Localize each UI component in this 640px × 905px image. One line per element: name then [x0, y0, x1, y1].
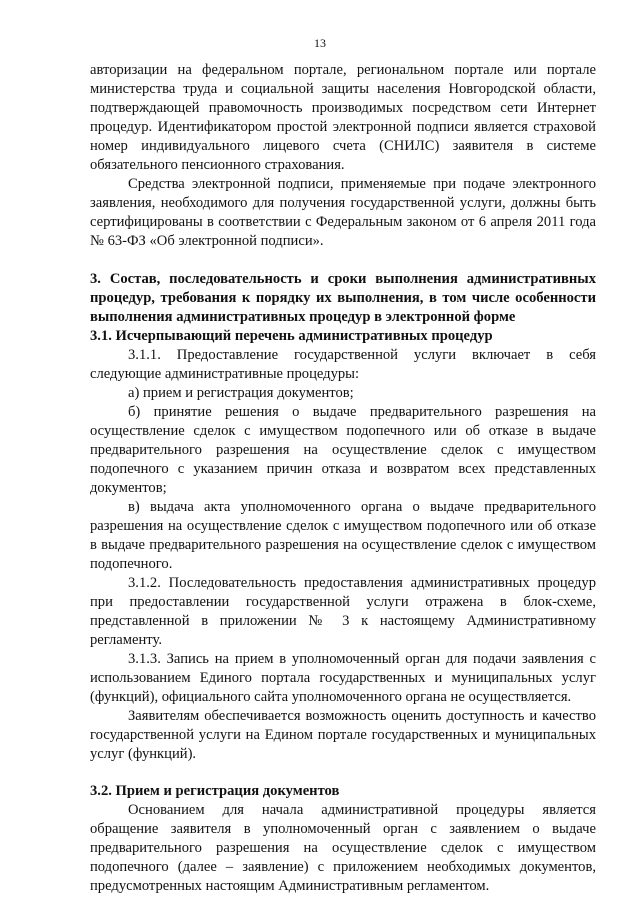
- paragraph-3-1-3: 3.1.3. Запись на прием в уполномоченный орган для подачи заявления с использованием Единого портала государственных и муниципальных услуг (функций), официального сайта уполномоченного органа не осуществляется.: [90, 651, 596, 705]
- section-3-1-heading: 3.1. Исчерпывающий перечень административных процедур: [90, 328, 493, 344]
- paragraph-signature-tools: Средства электронной подписи, применяемые при подаче электронного заявления, необходимого для получения государственной услуги, должны быть сертифицированы в соответствии с Федеральным законом от 6 апреля 2011 года № 63-ФЗ «Об электронной подписи».: [90, 176, 596, 249]
- paragraph-3-1-1: 3.1.1. Предоставление государственной услуги включает в себя следующие административные процедуры:: [90, 347, 596, 382]
- document-body: [90, 61, 596, 896]
- paragraph-3-1-2: 3.1.2. Последовательность предоставления административных процедур при предоставлении государственной услуги отражена в блок-схеме, представленной в приложении № 3 к настоящему Административному регламенту.: [90, 575, 596, 648]
- section-3-heading: 3. Состав, последовательность и сроки выполнения административных процедур, требования к порядку их выполнения, в том числе особенности выполнения административных процедур в электронной форме: [90, 271, 596, 325]
- section-3-2-heading: 3.2. Прием и регистрация документов: [90, 783, 340, 799]
- paragraph-applicants: Заявителям обеспечивается возможность оценить доступность и качество государственной услуги на Едином портале государственных и муниципальных услуг (функций).: [90, 708, 596, 762]
- list-item-b: б) принятие решения о выдаче предварительного разрешения на осуществление сделок с имуществом подопечного или об отказе в выдаче предварительного разрешения на осуществление сделок с имуществом подопечного с указанием причин отказа и возвратом всех представленных документов;: [90, 404, 596, 496]
- list-item-a: а) прием и регистрация документов;: [128, 385, 354, 401]
- spacer: [90, 764, 596, 782]
- spacer: [90, 251, 596, 270]
- paragraph-authorization: авторизации на федеральном портале, региональном портале или портале министерства труда и социальной защиты населения Новгородской области, подтверждающей правомочность производимых посредством сети Интернет процедур. Идентификатором простой электронной подписи является страховой номер индивидуального лицевого счета (СНИЛС) заявителя в системе обязательного пенсионного страхования.: [90, 62, 596, 173]
- list-item-c: в) выдача акта уполномоченного органа о выдаче предварительного разрешения на осуществление сделок с имуществом подопечного или об отказе в выдаче предварительного разрешения на осуществление сделок с имуществом подопечного.: [90, 499, 596, 572]
- paragraph-3-2-basis: Основанием для начала административной процедуры является обращение заявителя в уполномоченный орган с заявлением о выдаче предварительного разрешения на осуществление сделок с имуществом подопечного (далее – заявление) с приложением необходимых документов, предусмотренных настоящим Административным регламентом.: [90, 802, 596, 894]
- page-number: 13: [314, 36, 326, 50]
